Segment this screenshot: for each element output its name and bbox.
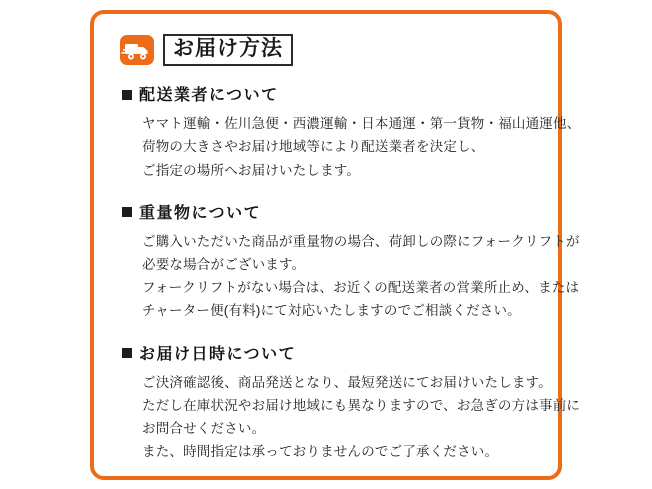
black-square-bullet-icon [122, 207, 132, 217]
section-heading [122, 200, 536, 223]
page-title: お届け方法 [173, 37, 283, 60]
body-line: ただし在庫状況やお届け地域にも異なりますので、お急ぎの方は事前に [142, 397, 581, 413]
body-line: お問合せください。 [142, 421, 266, 437]
delivery-truck-icon [120, 35, 154, 65]
body-line: ご決済確認後、商品発送となり、最短発送にてお届けいたします。 [142, 374, 552, 390]
card-content [94, 14, 581, 474]
body-line: 荷物の大きさやお届け地域等により配送業者を決定し、 [142, 139, 485, 155]
body-line: ヤマト運輸・佐川急便・西濃運輸・日本通運・第一貨物・福山通運他、 [142, 116, 581, 132]
section-shipping-carriers [116, 82, 581, 182]
card-title-box [163, 34, 293, 66]
delivery-info-card [90, 10, 581, 480]
section-body [142, 371, 581, 464]
black-square-bullet-icon [122, 348, 132, 358]
section-title: お届け日時について [139, 345, 297, 363]
body-line: ご購入いただいた商品が重量物の場合、荷卸しの際にフォークリフトが [142, 233, 580, 249]
section-heavy-items [116, 200, 580, 323]
body-line: また、時間指定は承っておりませんのでご了承ください。 [142, 444, 499, 460]
section-heading [122, 341, 536, 364]
card-header [120, 34, 536, 66]
black-square-bullet-icon [122, 90, 132, 100]
section-delivery-datetime [116, 341, 581, 464]
section-heading [122, 82, 536, 105]
body-line: 必要な場合がございます。 [142, 257, 306, 273]
section-body [142, 112, 581, 182]
body-line: チャーター便(有料)にて対応いたしますのでご相談ください。 [142, 303, 521, 319]
body-line: ご指定の場所へお届けいたします。 [142, 162, 361, 178]
section-title: 重量物について [139, 204, 262, 222]
body-line: フォークリフトがない場合は、お近くの配送業者の営業所止め、または [142, 280, 580, 296]
section-body [142, 230, 580, 323]
section-title: 配送業者について [139, 87, 279, 105]
